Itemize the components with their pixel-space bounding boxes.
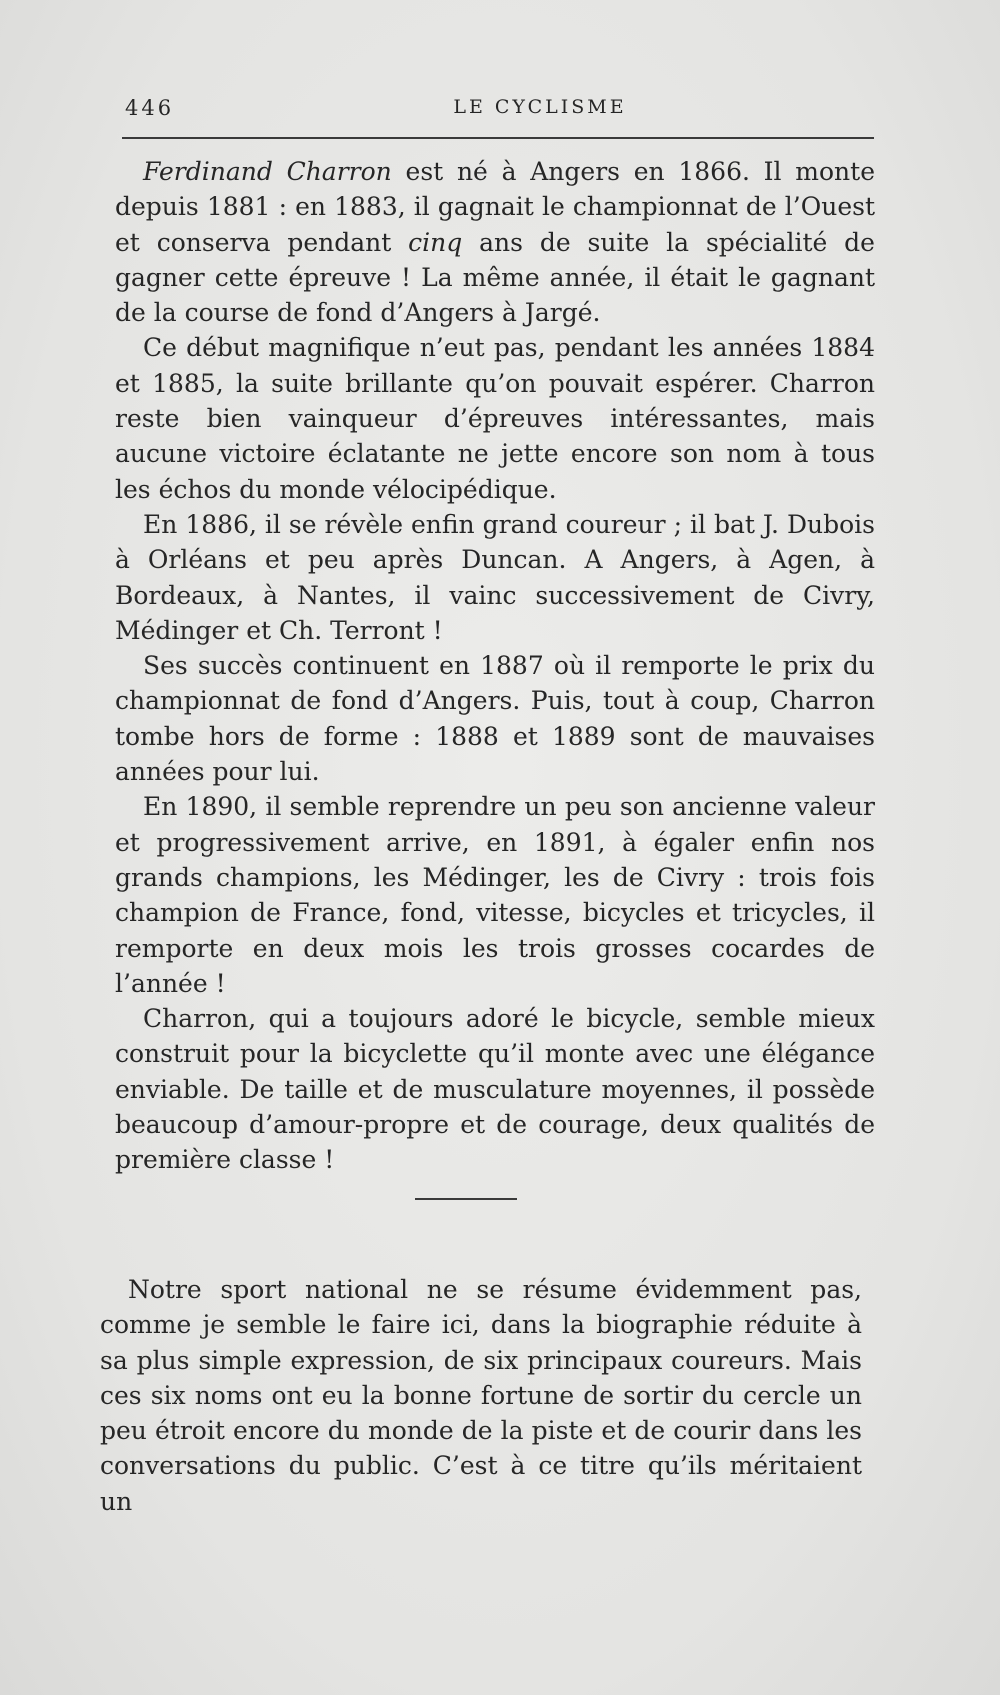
paragraph-4: Ses succès continuent en 1887 où il remporte le prix du championnat de fond d’Angers. Puis, tout à coup, Charron tombe hors de forme : 1888 et 1889 sont de mauvaises années pour lui. [115,651,875,787]
emphasis-word: cinq [408,227,463,257]
header-rule [122,137,874,139]
closing-paragraph: Notre sport national ne se résume évidemment pas, comme je semble le faire ici, dans la biographie réduite à sa plus simple expression, de six principaux coureurs. Mais ces six noms ont eu la bonne fortune de sortir du cercle un peu étroit encore du monde de la piste et de courir dans les conversations du public. C’est à ce titre qu’ils méritaient un [100,1275,862,1516]
page-header [125,96,875,126]
subject-name: Ferdinand Charron [143,157,392,186]
paragraph-3: En 1886, il se révèle enfin grand coureur ; il bat J. Dubois à Orléans et peu après Duncan. A Angers, à Agen, à Bordeaux, à Nantes, il vainc successivement de Civry, Médinger et Ch. Terront ! [115,509,875,645]
biography-section [115,154,875,1178]
paragraph-6: Charron, qui a toujours adoré le bicycle, semble mieux construit pour la bicyclette qu’il monte avec une élégance enviable. De taille et de musculature moyennes, il possède beaucoup d’amour-propre et de courage, deux qualités de première classe ! [115,1004,875,1175]
paragraph-1-text-a: est né à Angers en 1866. Il monte depuis 1881 : en 1883, il gagnait le championnat de l’Ouest et conserva pendant [115,157,876,257]
paragraph-2: Ce début magnifique n’eut pas, pendant les années 1884 et 1885, la suite brillante qu’on pouvait espérer. Charron reste bien vainqueur d’épreuves intéressantes, mais aucune victoire éclatante ne jette encore son nom à tous les échos du monde vélocipédique. [115,333,875,504]
paragraph-1-text-b: ans de suite la spécialité de gagner cette épreuve ! La même année, il était le gagnant de la course de fond d’Angers à Jargé. [115,227,875,328]
running-title: LE CYCLISME [453,96,627,118]
page-number: 446 [125,96,175,120]
closing-section [100,1272,862,1519]
paragraph-5: En 1890, il semble reprendre un peu son ancienne valeur et progressivement arrive, en 1891, à égaler enfin nos grands champions, les Médinger, les de Civry : trois fois champion de France, fond, vitesse, bicycles et tricycles, il remporte en deux mois les trois grosses cocardes de l’année ! [115,792,875,998]
paragraph-1 [115,154,875,330]
section-separator [415,1198,517,1200]
